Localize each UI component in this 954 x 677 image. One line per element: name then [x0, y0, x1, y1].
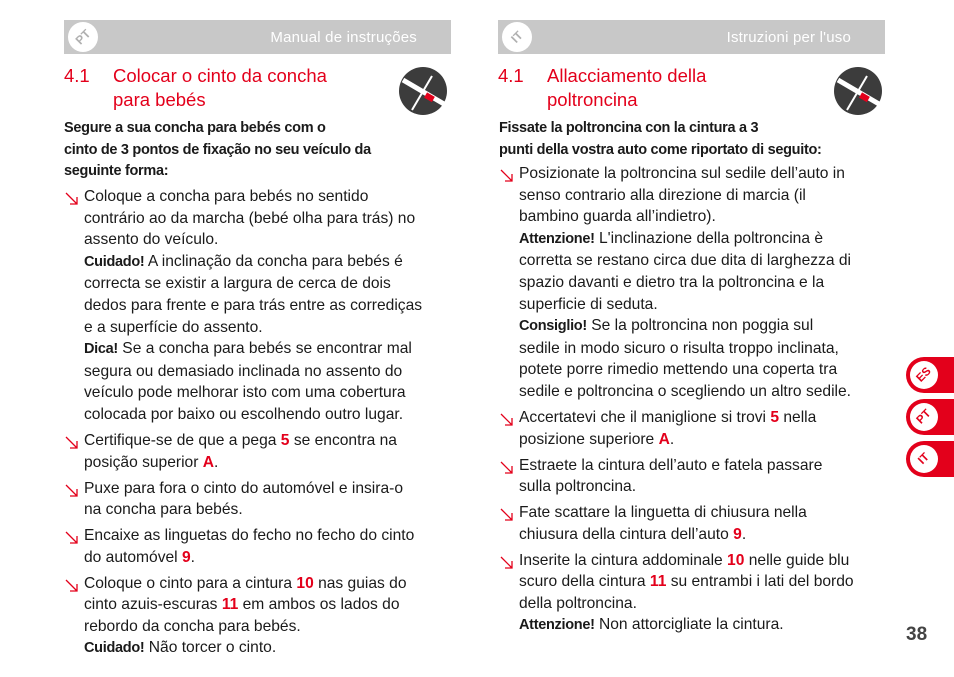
item-line [519, 315, 899, 338]
seatbelt-icon [833, 66, 883, 116]
item-text: Accertatevi che il maniglione si trovi [519, 408, 771, 426]
section-title-line2: para bebés [113, 89, 206, 110]
item-line [84, 594, 454, 616]
item-line [84, 573, 454, 595]
bullet-arrow-icon [499, 502, 515, 523]
item-line [519, 206, 899, 228]
note-label: Dica! [84, 341, 118, 358]
item-text: colocada por baixo ou escolhendo outro lugar. [84, 405, 404, 423]
bullet-arrow-icon [64, 573, 80, 594]
item-line [84, 547, 454, 569]
language-tab-es[interactable] [906, 357, 954, 393]
item-line [519, 163, 899, 185]
tab-label-circle [904, 439, 944, 479]
header-title: Istruzioni per l'uso [726, 29, 851, 46]
item-line [519, 407, 899, 429]
seatbelt-icon [398, 66, 448, 116]
reference-number: 10 [727, 551, 745, 569]
item-line [84, 382, 454, 404]
item-text: rebordo da concha para bebés. [84, 617, 301, 635]
item-text: sulla poltroncina. [519, 478, 637, 496]
item-line [519, 338, 899, 360]
instruction-item [499, 550, 899, 637]
language-tab-it[interactable] [906, 441, 954, 477]
header-bar-left [64, 20, 451, 54]
intro-line: cinto de 3 pontos de fixação no seu veículo da [64, 141, 371, 158]
item-text: sedile in modo sicuro o risulta troppo inclinata, [519, 339, 839, 357]
instruction-item [64, 430, 454, 473]
item-line [519, 571, 899, 593]
note-label: Cuidado! [84, 640, 145, 657]
item-line [519, 381, 899, 403]
tab-label: PT [914, 407, 934, 427]
item-text: Coloque a concha para bebés no sentido [84, 188, 369, 205]
item-text: Non attorcigliate la cintura. [594, 616, 784, 634]
instruction-item [499, 502, 899, 545]
note-label: Attenzione! [519, 617, 595, 634]
item-text: dedos para frente e para trás entre as corrediças [84, 296, 423, 314]
item-text: corretta se restano circa due dita di larghezza di [519, 252, 851, 270]
item-line [519, 359, 899, 381]
reference-number: 11 [221, 596, 239, 614]
item-line [84, 251, 454, 274]
item-line [84, 317, 454, 339]
reference-number: 5 [280, 431, 290, 449]
section-title-line1: Allacciamento della [547, 65, 707, 86]
reference-number: 9 [181, 548, 191, 566]
item-line [519, 593, 899, 615]
item-line [84, 499, 454, 521]
item-line [84, 338, 454, 361]
item-text: posizione superiore [519, 430, 659, 448]
intro-right [499, 118, 889, 161]
item-text: nas guias do [313, 574, 407, 592]
item-text: . [741, 525, 747, 543]
item-text: L'inclinazione della poltroncina è [594, 229, 824, 247]
note-label: Consiglio! [519, 318, 587, 335]
reference-number: 9 [733, 525, 742, 543]
intro-left [64, 118, 444, 183]
bullet-arrow-icon [499, 550, 515, 571]
bullet-arrow-icon [64, 478, 80, 499]
section-number: 4.1 [64, 65, 90, 86]
item-text: senso contrario alla direzione di marcia (il [519, 186, 806, 204]
language-badge-right [496, 16, 538, 58]
item-text: Estraete la cintura dell’auto e fatela passare [519, 456, 823, 474]
item-line [519, 614, 899, 637]
item-line [519, 294, 899, 316]
item-line [84, 616, 454, 638]
item-line [84, 208, 454, 230]
language-code: IT [508, 28, 526, 46]
intro-line: punti della vostra auto come riportato di seguito: [499, 141, 822, 158]
reference-number: 5 [770, 408, 780, 426]
section-number: 4.1 [498, 65, 524, 86]
item-text: Não torcer o cinto. [144, 639, 277, 657]
section-title-left [64, 64, 384, 112]
bullet-arrow-icon [64, 525, 80, 546]
tab-label-circle [904, 355, 944, 395]
item-line [519, 524, 899, 546]
item-text: Se la poltroncina non poggia sul [586, 317, 814, 335]
item-text: segura ou demasiado inclinada no assento do [84, 362, 403, 380]
bullet-arrow-icon [64, 186, 80, 207]
item-text: do automóvel [84, 548, 182, 566]
item-line [519, 476, 899, 498]
item-text: assento do veículo. [84, 231, 219, 249]
intro-line: Segure a sua concha para bebés com o [64, 120, 326, 136]
language-code: PT [72, 26, 94, 48]
bullet-arrow-icon [499, 455, 515, 476]
intro-line: seguinte forma: [64, 163, 169, 180]
item-text: . [669, 430, 675, 448]
item-text: Coloque o cinto para a cintura [84, 574, 297, 592]
item-line [519, 185, 899, 207]
item-text: posição superior [84, 453, 203, 471]
item-text: bambino guarda all’indietro). [519, 208, 716, 226]
item-text: correcta se existir a largura de cerca de dois [84, 275, 391, 293]
intro-line: Fissate la poltroncina con la cintura a 3 [499, 120, 759, 136]
bullet-arrow-icon [499, 163, 515, 184]
item-line [84, 295, 454, 317]
reference-number: 10 [296, 574, 314, 592]
item-text: contrário ao da marcha (bebé olha para trás) no [84, 209, 416, 227]
section-title-line2: poltroncina [547, 89, 638, 110]
item-text: Certifique-se de que a pega [84, 431, 281, 449]
item-text: chiusura della cintura dell’auto [519, 525, 734, 543]
item-text: cinto azuis-escuras [84, 596, 222, 614]
instruction-list-right [499, 163, 899, 641]
item-text: na concha para bebés. [84, 501, 243, 519]
item-text: della poltroncina. [519, 594, 637, 612]
reference-number: A [658, 430, 670, 448]
item-text: e a superfície do assento. [84, 318, 263, 336]
note-label: Attenzione! [519, 230, 595, 247]
header-title: Manual de instruções [270, 29, 417, 46]
item-text: . [190, 548, 195, 566]
item-text: veículo pode melhorar isto com uma cobertura [84, 384, 406, 402]
item-line [84, 186, 454, 208]
item-text: Posizionate la poltroncina sul sedile dell’auto in [519, 165, 845, 182]
reference-number: 11 [649, 573, 667, 591]
item-line [519, 429, 899, 451]
item-line [84, 229, 454, 251]
header-bar-right [498, 20, 885, 54]
instruction-item [499, 407, 899, 450]
item-text: su entrambi i lati del bordo [666, 573, 854, 591]
item-line [519, 550, 899, 572]
item-line [84, 452, 454, 474]
note-label: Cuidado! [84, 253, 145, 270]
item-text: superficie di seduta. [519, 295, 658, 313]
item-line [84, 404, 454, 426]
bullet-arrow-icon [64, 430, 80, 451]
item-text: potete porre rimedio mettendo una coperta tra [519, 361, 838, 379]
instruction-item [64, 525, 454, 568]
reference-number: A [202, 453, 215, 471]
language-tab-pt[interactable] [906, 399, 954, 435]
item-line [519, 272, 899, 294]
item-line [84, 361, 454, 383]
item-line [84, 273, 454, 295]
instruction-item [499, 455, 899, 498]
item-text: . [214, 453, 219, 471]
item-line [519, 455, 899, 477]
item-text: spazio davanti e dietro tra la poltroncina e la [519, 273, 825, 291]
instruction-item [499, 163, 899, 403]
item-line [519, 250, 899, 272]
item-line [519, 502, 899, 524]
item-line [84, 430, 454, 452]
item-line [84, 525, 454, 547]
item-line [84, 478, 454, 500]
item-text: se encontra na [289, 431, 397, 449]
item-text: Se a concha para bebés se encontrar mal [117, 340, 412, 358]
language-badge-left [62, 16, 104, 58]
tab-label-circle [904, 397, 944, 437]
item-text: nella [779, 408, 817, 426]
instruction-list-left [64, 186, 454, 664]
instruction-item [64, 186, 454, 426]
item-text: Puxe para fora o cinto do automóvel e insira-o [84, 479, 403, 497]
item-text: Fate scattare la linguetta di chiusura nella [519, 504, 807, 522]
page-number: 38 [906, 624, 928, 645]
item-text: nelle guide blu [744, 551, 850, 569]
item-line [519, 228, 899, 251]
item-text: A inclinação da concha para bebés é [144, 252, 403, 270]
tab-label: ES [914, 365, 934, 385]
item-text: em ambos os lados do [238, 596, 400, 614]
bullet-arrow-icon [499, 407, 515, 428]
tab-label: IT [916, 451, 932, 467]
item-text: Inserite la cintura addominale [519, 551, 728, 569]
item-text: scuro della cintura [519, 573, 650, 591]
item-text: sedile e poltroncina o scegliendo un altro sedile. [519, 382, 852, 400]
section-title-line1: Colocar o cinto da concha [113, 65, 327, 86]
instruction-item [64, 478, 454, 521]
item-text: Encaixe as linguetas do fecho no fecho do cinto [84, 527, 415, 545]
item-line [84, 637, 454, 660]
instruction-item [64, 573, 454, 660]
section-title-right [498, 64, 818, 112]
